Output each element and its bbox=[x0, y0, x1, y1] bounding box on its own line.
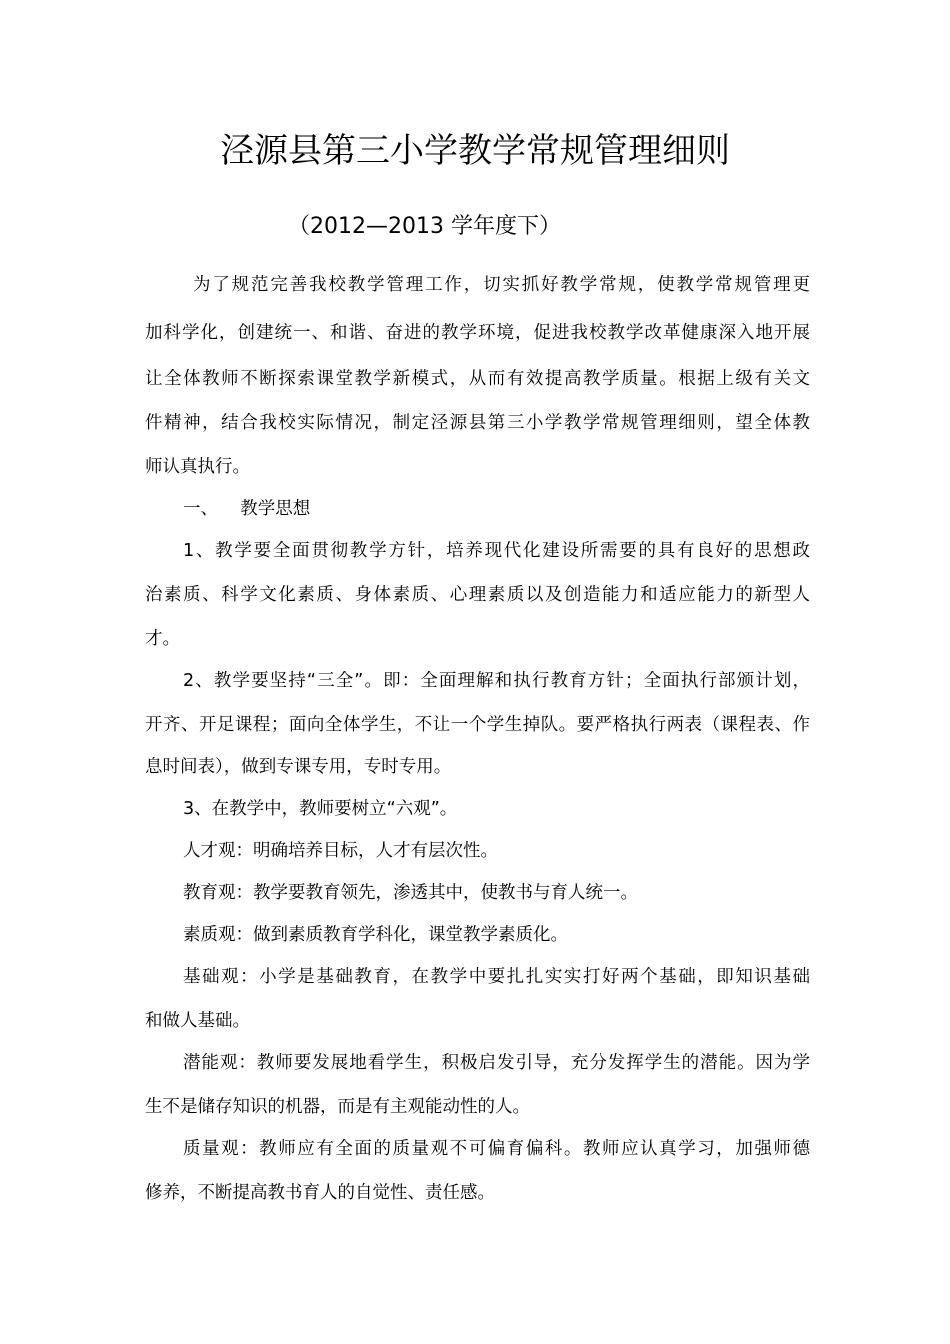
paragraph-line: 治素质、科学文化素质、身体素质、心理素质以及创造能力和适应能力的新型人 bbox=[145, 585, 810, 605]
paragraph-line: 潜能观：教师要发展地看学生，积极启发引导，充分发挥学生的潜能。因为学 bbox=[183, 1053, 810, 1073]
paragraph-line: 质量观：教师应有全面的质量观不可偏育偏科。教师应认真学习，加强师德 bbox=[183, 1139, 810, 1159]
paragraph-line: 教育观：教学要教育领先，渗透其中，使教书与育人统一。 bbox=[183, 883, 638, 903]
paragraph-line: 生不是储存知识的机器，而是有主观能动性的人。 bbox=[145, 1097, 530, 1117]
paragraph-line: 件精神，结合我校实际情况，制定泾源县第三小学教学常规管理细则，望全体教 bbox=[145, 413, 810, 433]
paragraph-line: 2、教学要坚持“三全”。即：全面理解和执行教育方针；全面执行部颁计划， bbox=[183, 671, 810, 691]
paragraph-line: 修养，不断提高教书育人的自觉性、责任感。 bbox=[145, 1183, 495, 1203]
paragraph-line: 才。 bbox=[145, 629, 180, 649]
document-title: 泾源县第三小学教学常规管理细则 bbox=[220, 131, 730, 171]
paragraph-line: 让全体教师不断探索课堂教学新模式，从而有效提高教学质量。根据上级有关文 bbox=[145, 369, 810, 389]
document-subtitle: （2012—2013 学年度下） bbox=[288, 214, 561, 239]
paragraph-line: 素质观：做到素质教育学科化，课堂教学素质化。 bbox=[183, 925, 568, 945]
paragraph-line: 和做人基础。 bbox=[145, 1011, 250, 1031]
paragraph-line: 为了规范完善我校教学管理工作，切实抓好教学常规，使教学常规管理更 bbox=[193, 275, 810, 295]
paragraph-line: 师认真执行。 bbox=[145, 457, 250, 477]
paragraph-line: 人才观：明确培养目标，人才有层次性。 bbox=[183, 841, 498, 861]
paragraph-line: 开齐、开足课程；面向全体学生，不让一个学生掉队。要严格执行两表（课程表、作 bbox=[145, 715, 810, 735]
paragraph-line: 息时间表），做到专课专用，专时专用。 bbox=[145, 757, 452, 777]
paragraph-line: 3、在教学中，教师要树立“六观”。 bbox=[183, 799, 458, 819]
section-heading: 一、 教学思想 bbox=[183, 499, 311, 519]
paragraph-line: 1、教学要全面贯彻教学方针，培养现代化建设所需要的具有良好的思想政 bbox=[183, 541, 810, 561]
paragraph-line: 基础观：小学是基础教育，在教学中要扎扎实实打好两个基础，即知识基础 bbox=[183, 967, 810, 987]
paragraph-line: 加科学化，创建统一、和谐、奋进的教学环境，促进我校教学改革健康深入地开展 bbox=[145, 323, 810, 343]
